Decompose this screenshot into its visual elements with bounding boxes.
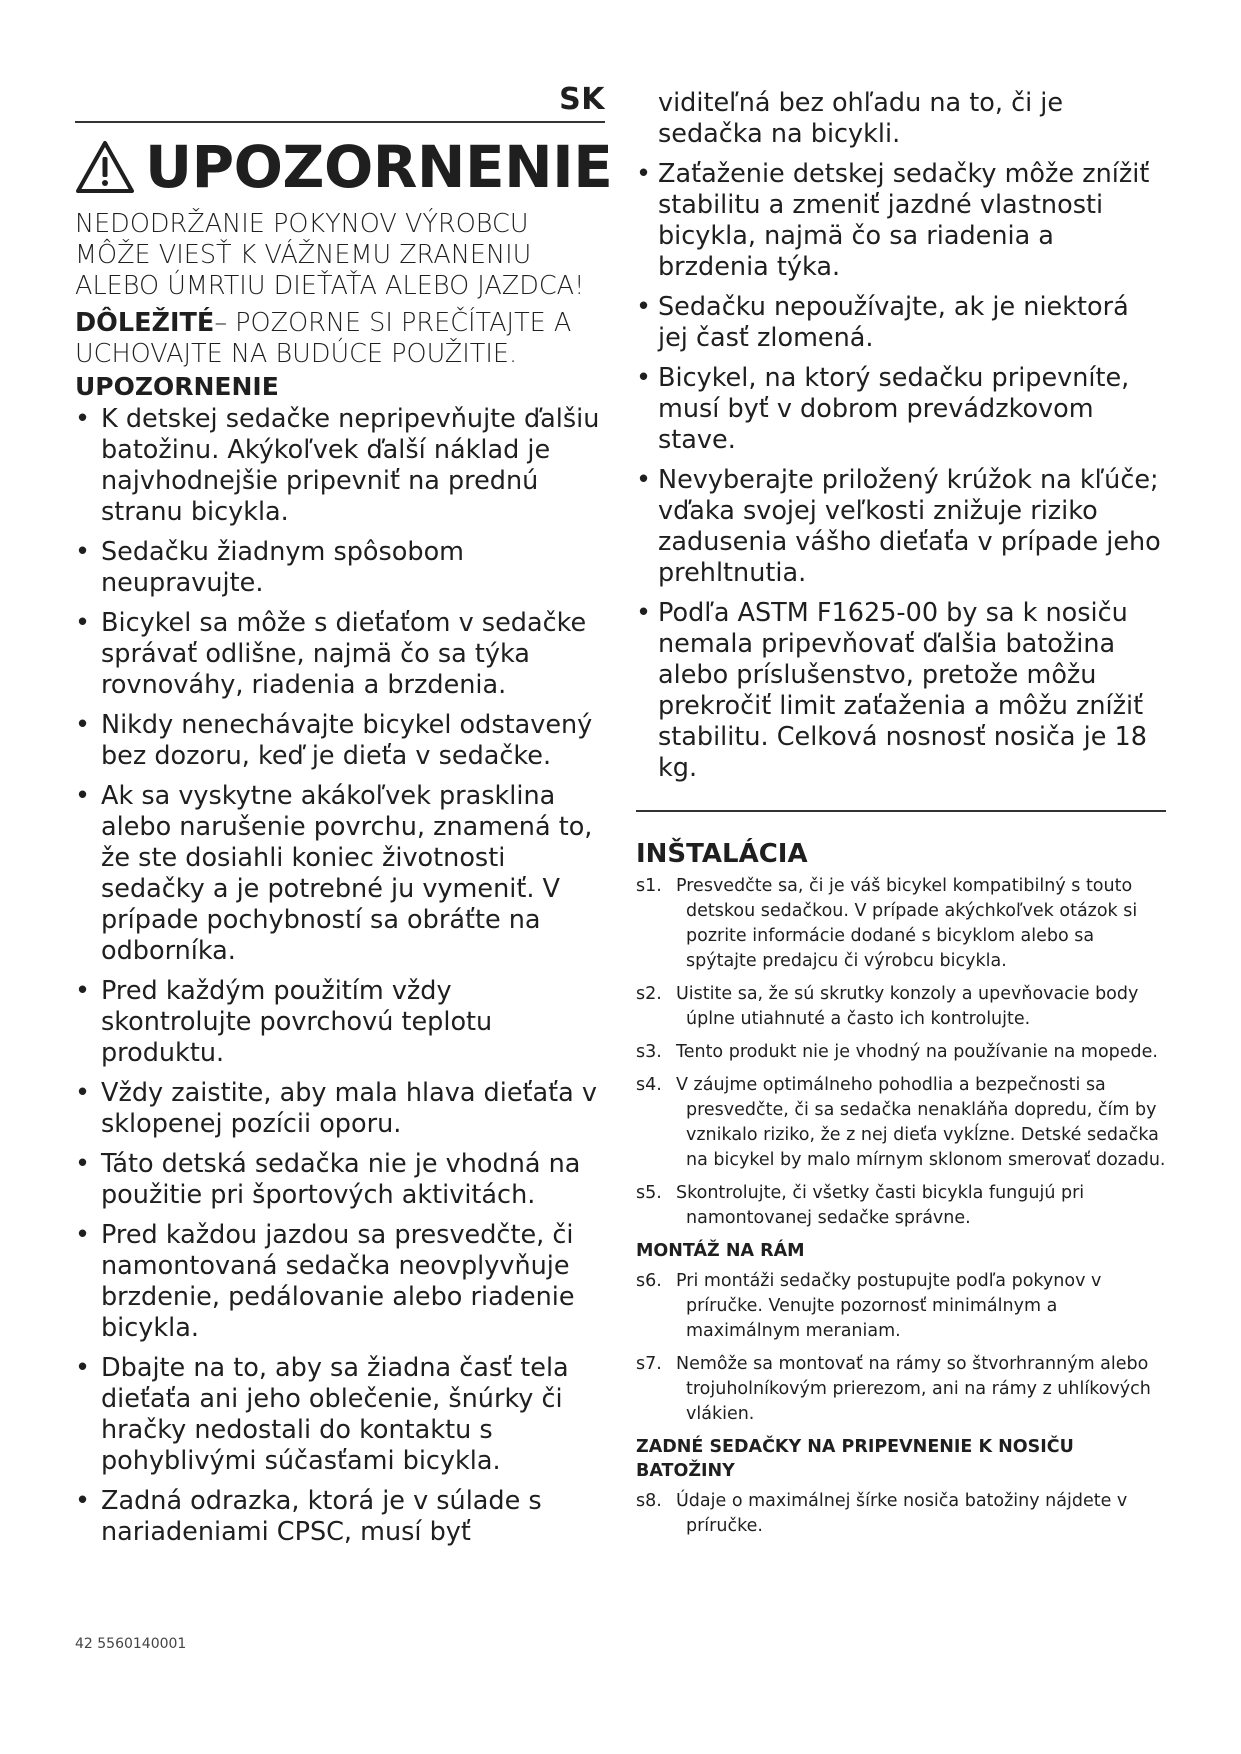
warning-triangle-icon: [75, 140, 135, 194]
warning-title: UPOZORNENIE: [145, 133, 613, 201]
caps-warning: NEDODRŽANIE POKYNOV VÝROBCU MÔŽE VIESŤ K VÁŽNEMU ZRANENIU ALEBO ÚMRTIU DIEŤAŤA ALEBO JAZDCA!: [75, 209, 585, 301]
frame-mount-heading: MONTÁŽ NA RÁM: [636, 1241, 805, 1261]
important-label: DÔLEŽITÉ: [75, 308, 215, 338]
step-number: s3.: [636, 1042, 662, 1062]
step-text: V záujme optimálneho pohodlia a bezpečnosti sa presvedčte, či sa sedačka nenakláňa dopredu, čím by vznikalo riziko, že z nej dieťa vykĺzne. Detské sedačka na bicykel by malo mírnym sklonom smerovať dozadu.: [676, 1075, 1166, 1170]
rack-mount-steps: [636, 1489, 1166, 1539]
step-text: Nemôže sa montovať na rámy so štvorhranným alebo trojuholníkovým prierezom, ani na rámy z uhlíkových vlákien.: [676, 1354, 1151, 1424]
list-item: • Bicykel sa môže s dieťaťom v sedačke správať odlišne, najmä čo sa týka rovnováhy, riadenia a brzdenia.: [75, 608, 605, 701]
step-item: [636, 1352, 1166, 1427]
step-item: [636, 1269, 1166, 1344]
warning-list: [75, 404, 605, 1548]
step-number: s4.: [636, 1075, 662, 1095]
step-number: s7.: [636, 1354, 662, 1374]
left-column: [75, 82, 613, 1557]
list-item: • Bicykel, na ktorý sedačku pripevníte, musí byť v dobrom prevádzkovom stave.: [636, 363, 1166, 456]
list-item: • Ak sa vyskytne akákoľvek prasklina alebo narušenie povrchu, znamená to, že ste dosiahli koniec životnosti sedačky a je potrebné ju vymeniť. V prípade pochybností sa obráťte na odborníka.: [75, 781, 605, 967]
important-text: – POZORNE SI PREČÍTAJTE A UCHOVAJTE NA BUDÚCE POUŽITIE.: [75, 308, 572, 369]
step-text: Pri montáži sedačky postupujte podľa pokynov v príručke. Venujte pozornosť minimálnym a maximálnym meraniam.: [676, 1271, 1102, 1341]
important-notice: [75, 308, 605, 370]
step-number: s8.: [636, 1491, 662, 1511]
step-text: Údaje o maximálnej šírke nosiča batožiny nájdete v príručke.: [676, 1491, 1128, 1536]
warning-subheading: UPOZORNENIE: [75, 372, 279, 401]
list-item: • Táto detská sedačka nie je vhodná na použitie pri športových aktivitách.: [75, 1149, 605, 1211]
page-footer-code: 42 5560140001: [75, 1636, 187, 1652]
list-item: • Sedačku žiadnym spôsobom neupravujte.: [75, 537, 605, 599]
warning-heading: [75, 131, 613, 203]
step-text: Presvedčte sa, či je váš bicykel kompatibilný s touto detskou sedačkou. V prípade akýchkoľvek otázok si pozrite informácie dodané s bicyklom alebo sa spýtajte predajcu či výrobcu bicykla.: [676, 876, 1138, 971]
step-text: Uistite sa, že sú skrutky konzoly a upevňovacie body úplne utiahnuté a často ich kontrolujte.: [676, 984, 1139, 1029]
right-column: [636, 88, 1166, 1547]
step-item: [636, 1073, 1166, 1173]
step-text: Skontrolujte, či všetky časti bicykla fungujú pri namontovanej sedačke správne.: [676, 1183, 1085, 1228]
continued-bullet-text: viditeľná bez ohľadu na to, či je sedačka na bicykli.: [658, 88, 1064, 149]
list-item: • Dbajte na to, aby sa žiadna časť tela dieťaťa ani jeho oblečenie, šnúrky či hračky nedostali do kontaktu s pohyblivými súčasťami bicykla.: [75, 1353, 605, 1477]
step-item: [636, 874, 1166, 974]
step-number: s1.: [636, 876, 662, 896]
step-item: [636, 1040, 1166, 1065]
language-header: [75, 82, 605, 123]
list-item: • Nikdy nenechávajte bicykel odstavený bez dozoru, keď je dieťa v sedačke.: [75, 710, 605, 772]
list-item: • Podľa ASTM F1625-00 by sa k nosiču nemala pripevňovať ďalšia batožina alebo príslušenstvo, pretože môžu prekročiť limit zaťaženia a môžu znížiť stabilitu. Celková nosnosť nosiča je 18 kg.: [636, 598, 1166, 784]
rack-mount-heading: ZADNÉ SEDAČKY NA PRIPEVNENIE K NOSIČU BATOŽINY: [636, 1437, 1074, 1481]
list-item: • Sedačku nepoužívajte, ak je niektorá jej časť zlomená.: [636, 292, 1166, 354]
list-item: • Nevyberajte priložený krúžok na kľúče; vďaka svojej veľkosti znižuje riziko zadusenia vášho dieťaťa v prípade jeho prehltnutia.: [636, 465, 1166, 589]
step-text: Tento produkt nie je vhodný na používanie na mopede.: [676, 1042, 1158, 1062]
step-number: s2.: [636, 984, 662, 1004]
step-item: [636, 1181, 1166, 1231]
installation-steps: [636, 874, 1166, 1231]
step-item: [636, 982, 1166, 1032]
list-item: • Vždy zaistite, aby mala hlava dieťaťa v sklopenej pozícii oporu.: [75, 1078, 605, 1140]
step-item: [636, 1489, 1166, 1539]
list-item: • Pred každou jazdou sa presvedčte, či namontovaná sedačka neovplyvňuje brzdenie, pedálovanie alebo riadenie bicykla.: [75, 1220, 605, 1344]
list-item: • Pred každým použitím vždy skontrolujte povrchovú teplotu produktu.: [75, 976, 605, 1069]
list-item: • Zadná odrazka, ktorá je v súlade s nariadeniami CPSC, musí byť: [75, 1486, 605, 1548]
section-divider: [636, 810, 1166, 812]
list-item: • Zaťaženie detskej sedačky môže znížiť stabilitu a zmeniť jazdné vlastnosti bicykla, najmä čo sa riadenia a brzdenia týka.: [636, 159, 1166, 283]
step-number: s6.: [636, 1271, 662, 1291]
list-item: • K detskej sedačke nepripevňujte ďalšiu batožinu. Akýkoľvek ďalší náklad je najvhodnejšie pripevniť na prednú stranu bicykla.: [75, 404, 605, 528]
language-code: SK: [559, 82, 605, 117]
frame-mount-steps: [636, 1269, 1166, 1427]
warning-list-continued: [636, 159, 1166, 784]
step-number: s5.: [636, 1183, 662, 1203]
installation-title: INŠTALÁCIA: [636, 839, 808, 869]
